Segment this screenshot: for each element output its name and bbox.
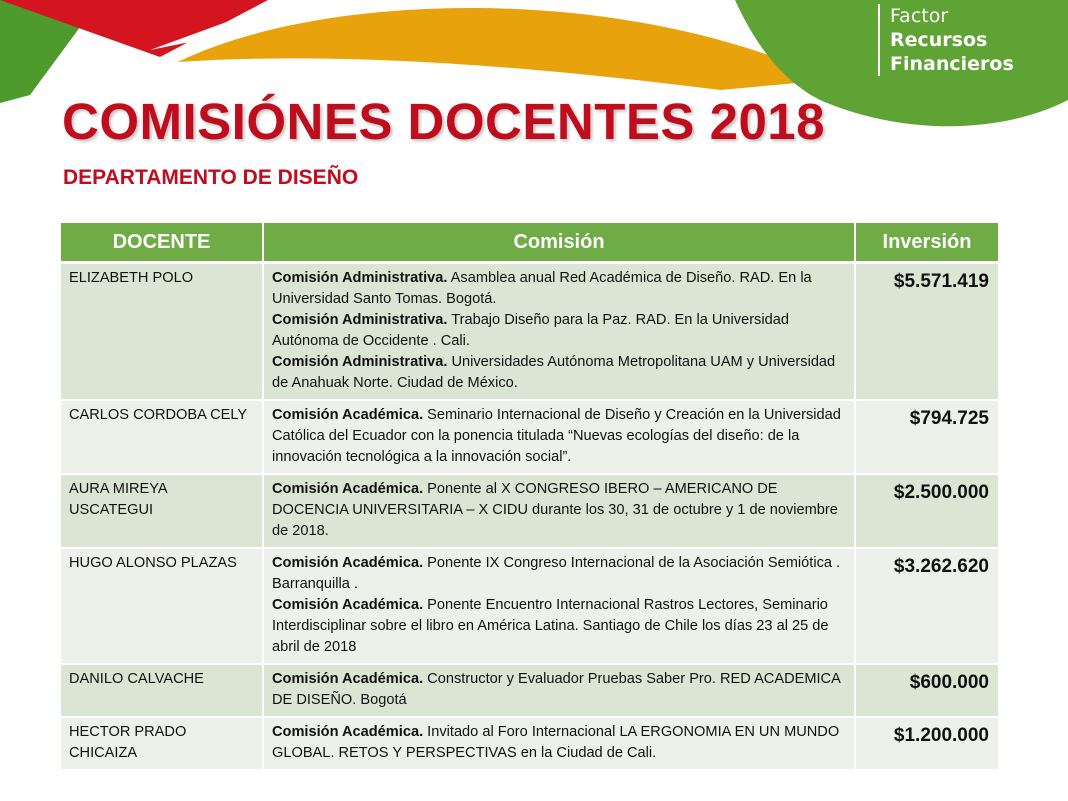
inversion-cell: $5.571.419 [855, 263, 998, 401]
header-docente: DOCENTE [61, 223, 263, 263]
commission-text: Ponente Encuentro Internacional Rastros Lectores, Seminario Interdisciplinar sobre el libro en América Latina. Santiago de Chile los días 23 al 25 de abril de 2018 [272, 597, 829, 655]
table-row [61, 400, 998, 474]
inversion-cell: $3.262.620 [855, 548, 998, 664]
commission-text: Ponente al X CONGRESO IBERO – AMERICANO DE DOCENCIA UNIVERSITARIA – X CIDU durante los 30, 31 de octubre y 1 de noviembre de 2018. [272, 481, 838, 539]
commission-text: Trabajo Diseño para la Paz. RAD. En la Universidad Autónoma de Occidente . Cali. [272, 312, 789, 349]
table-row [61, 263, 998, 401]
table-row [61, 474, 998, 548]
inversion-cell: $1.200.000 [855, 717, 998, 770]
docente-cell: HECTOR PRADO CHICAIZA [61, 717, 263, 770]
comision-cell [263, 263, 855, 401]
docente-cell: DANILO CALVACHE [61, 664, 263, 717]
commission-type: Comisión Académica. [272, 555, 424, 571]
brand-logo-text [878, 4, 1014, 76]
table-row [61, 548, 998, 664]
commission-type: Comisión Académica. [272, 597, 424, 613]
commission-type: Comisión Administrativa. [272, 354, 448, 370]
docente-cell: ELIZABETH POLO [61, 263, 263, 401]
table-row [61, 664, 998, 717]
commission-type: Comisión Académica. [272, 481, 424, 497]
commission-type: Comisión Académica. [272, 407, 424, 423]
commission-text: Ponente IX Congreso Internacional de la Asociación Semiótica . Barranquilla . [272, 555, 841, 592]
comision-cell [263, 717, 855, 770]
inversion-cell: $2.500.000 [855, 474, 998, 548]
commission-text: Seminario Internacional de Diseño y Creación en la Universidad Católica del Ecuador con la ponencia titulada “Nuevas ecologías del diseño: de la innovación tecnológica a la innovación social”. [272, 407, 841, 465]
commission-type: Comisión Académica. [272, 671, 424, 687]
inversion-cell: $600.000 [855, 664, 998, 717]
commission-text: Universidades Autónoma Metropolitana UAM y Universidad de Anahuak Norte. Ciudad de México. [272, 354, 836, 391]
commission-text: Invitado al Foro Internacional LA ERGONOMIA EN UN MUNDO GLOBAL. RETOS Y PERSPECTIVAS en la Ciudad de Cali. [272, 724, 840, 761]
comision-cell [263, 548, 855, 664]
table-row [61, 717, 998, 770]
page-title: COMISIÓNES DOCENTES 2018 [62, 93, 826, 150]
commissions-table [61, 223, 998, 771]
inversion-cell: $794.725 [855, 400, 998, 474]
commission-type: Comisión Administrativa. [272, 312, 448, 328]
docente-cell: HUGO ALONSO PLAZAS [61, 548, 263, 664]
page-subtitle: DEPARTAMENTO DE DISEÑO [63, 166, 359, 189]
commission-text: Constructor y Evaluador Pruebas Saber Pro. RED ACADEMICA DE DISEÑO. Bogotá [272, 671, 841, 708]
orange-swoosh-shape [178, 8, 830, 90]
comision-cell [263, 664, 855, 717]
commission-type: Comisión Administrativa. [272, 270, 448, 286]
comision-cell [263, 400, 855, 474]
brand-line-2: Recursos [890, 29, 988, 51]
docente-cell: CARLOS CORDOBA CELY [61, 400, 263, 474]
header-comision: Comisión [263, 223, 855, 263]
commission-type: Comisión Académica. [272, 724, 424, 740]
comision-cell [263, 474, 855, 548]
brand-line-1: Factor [890, 5, 949, 27]
brand-line-3: Financieros [890, 53, 1014, 75]
table-header-row [61, 223, 998, 263]
docente-cell: AURA MIREYA USCATEGUI [61, 474, 263, 548]
commission-text: Asamblea anual Red Académica de Diseño. RAD. En la Universidad Santo Tomas. Bogotá. [272, 270, 812, 307]
header-inversion: Inversión [855, 223, 998, 263]
